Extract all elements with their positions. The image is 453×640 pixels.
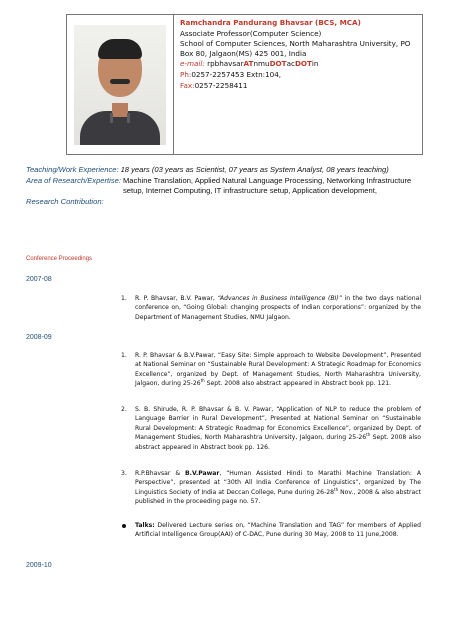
profile-address: School of Computer Sciences, North Maharashtra University, PO Box 80, Jalgaon(MS) 425 001, India [180,39,411,58]
profile-photo [74,25,166,145]
entry-2008-2: 2. S. B. Shirude, R. P. Bhavsar & B. V. Pawar, “Application of NLP to reduce the problem of Language Barrier in Rural Development”, Presented at National Seminar on “Sustainable Rural Development: A Strategic Roadmap for Economics Excellence”, organized by Dept. of Management Studies, North Maharashtra University, Jalgaon, during 25-26th Sept. 2008 also abstract appeared in Abstract book pp. 126. [121,406,421,451]
research-area-value: Machine Translation, Applied Natural Language Processing, Networking Infrastructure setup, Internet Computing, IT infrastructure setup, Application development, [122,176,412,195]
entry-2008-1: 1. R. P. Bhavsar & B.V.Pawar, “Easy Site: Simple approach to Website Development”, Presented at National Seminar on “Sustainable Rural Development: A Strategic Roadmap for Economics Excellence”, organized by Dept. of Management Studies, North Maharashtra University, Jalgaon, during 25-26th Sept. 2008 also abstract appeared in Abstract book pp. 121. [121,352,421,388]
profile-name: Ramchandra Pandurang Bhavsar (BCS, MCA) [180,18,361,27]
email-label: e-mail: [180,59,205,69]
research-contribution-label: Research Contribution: [26,197,104,206]
profile-designation: Associate Professor(Computer Science) [180,28,322,38]
teaching-experience-row [26,165,416,175]
talk-label: Talks: [135,522,155,529]
profile-info [174,15,422,154]
research-contribution-row [26,197,416,207]
profile-phone: Ph:0257-2257453 Extn:104, [180,69,282,79]
entry-2007-1: 1. R. P. Bhavsar, B.V. Pawar, “Advances in Business Intelligence (BI)” in the two days national conference on, “Going Global: changing prospects of Indian corporations”: organized by the Department of Management Studies, NMU Jalgaon. [121,295,422,321]
teaching-value: 18 years (03 years as Scientist, 07 years as System Analyst, 08 years teaching) [120,165,389,174]
profile-email [180,59,416,69]
entry-2008-3: 3. R.P.Bhavsar & B.V.Pawar, “Human Assisted Hindi to Marathi Machine Translation: A Perspective”, presented at “30th All India Conference of Linguistics”, organized by The Linguistics Society of India at Deccan College, Pune during 26-28th Nov., 2008 & also abstract published in the proceeding page no. 57. [121,470,421,506]
email-value[interactable]: rpbhavsarATnmuDOTacDOTin [207,59,319,69]
year-2008-09: 2008-09 [26,334,52,341]
talk-text: Delivered Lecture series on, “Machine Translation and TAG” for members of Applied Artificial Intelligence Group(AAI) of C-DAC, Pune during 30 May, 2008 to 11 June,2008. [135,522,422,539]
research-area-row [26,176,416,196]
research-area-label: Area of Research/Expertise: [26,176,121,185]
year-2007-08: 2007-08 [26,276,52,283]
bullet-icon [122,524,126,528]
profile-fax: Fax:0257-2258411 [180,80,248,90]
photo-cell [67,15,174,154]
teaching-label: Teaching/Work Experience: [26,165,119,174]
summary-block [26,165,416,207]
profile-table [66,14,423,155]
talk-entry [135,521,421,540]
year-2009-10: 2009-10 [26,562,52,569]
section-title: Conference Proceedings [26,256,93,262]
